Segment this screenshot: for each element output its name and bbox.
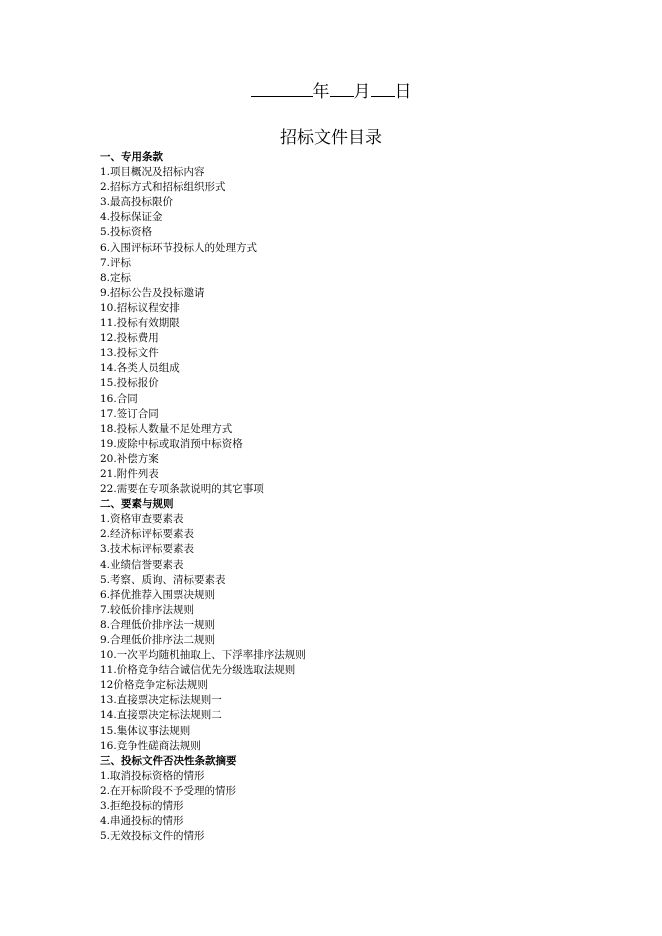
toc-item: 10.招标议程安排 [100,301,180,314]
toc-item: 2.招标方式和招标组织形式 [100,181,226,194]
month-label: 月 [353,82,371,102]
toc-item: 14.直接票决定标法规则二 [100,709,222,722]
toc-item: 16.竞争性磋商法规则 [100,739,201,752]
section-heading: 二、要素与规则 [100,498,174,511]
toc-item: 11.投标有效期限 [100,317,180,330]
toc-item: 19.废除中标或取消预中标资格 [100,437,243,450]
toc-section [100,150,620,497]
toc-item: 15.投标报价 [100,377,159,390]
toc-section [100,754,620,845]
toc-item: 3.拒绝投标的情形 [100,800,184,813]
table-of-contents [100,150,620,844]
toc-item: 9.招标公告及投标邀请 [100,286,205,299]
toc-item: 6.择优推荐入围票决规则 [100,588,216,601]
toc-item: 14.各类人员组成 [100,362,180,375]
toc-item: 9.合理低价排序法二规则 [100,634,216,646]
toc-item: 18.投标人数量不足处理方式 [100,422,233,435]
toc-item: 3.最高投标限价 [100,196,174,209]
toc-item: 3.技术标评标要素表 [100,543,195,556]
toc-item: 11.价格竞争结合诚信优先分级选取法规则 [100,664,296,677]
toc-item: 13.投标文件 [100,347,159,360]
month-blank [330,80,354,97]
toc-item: 1.项目概况及招标内容 [100,166,205,179]
toc-item: 21.附件列表 [100,467,159,480]
toc-item: 5.考察、质询、清标要素表 [100,573,226,586]
toc-item: 4.串通投标的情形 [100,815,184,828]
page-title: 招标文件目录 [280,128,382,148]
toc-item: 20.补偿方案 [100,452,159,465]
toc-item: 4.业绩信誉要素表 [100,558,184,571]
toc-item: 7.较低价排序法规则 [100,603,195,616]
day-label: 日 [394,82,412,102]
toc-item: 4.投标保证金 [100,211,163,224]
toc-item: 8.合理低价排序法一规则 [100,618,216,631]
day-blank [371,80,395,97]
toc-item: 1.取消投标资格的情形 [100,769,205,782]
section-heading: 一、专用条款 [100,151,163,163]
toc-item: 6.入围评标环节投标人的处理方式 [100,241,258,254]
year-blank [251,80,313,97]
section-heading: 三、投标文件否决性条款摘要 [100,754,237,767]
toc-item: 2.在开标阶段不予受理的情形 [100,784,237,797]
toc-item: 15.集体议事法规则 [100,724,191,737]
toc-item: 1.资格审查要素表 [100,513,184,526]
toc-item: 8.定标 [100,271,132,284]
date-line [0,80,662,104]
toc-item: 10.一次平均随机抽取上、下浮率排序法规则 [100,649,306,662]
toc-item: 16.合同 [100,392,138,405]
year-label: 年 [312,82,330,102]
toc-item: 13.直接票决定标法规则一 [100,694,222,707]
toc-item: 22.需要在专项条款说明的其它事项 [100,483,264,496]
toc-item: 12价格竞争定标法规则 [100,679,208,692]
toc-section [100,497,620,754]
toc-item: 5.无效投标文件的情形 [100,830,205,843]
toc-item: 2.经济标评标要素表 [100,528,195,541]
toc-item: 5.投标资格 [100,226,153,239]
toc-item: 7.评标 [100,256,132,269]
toc-item: 17.签订合同 [100,407,159,420]
toc-item: 12.投标费用 [100,332,159,345]
